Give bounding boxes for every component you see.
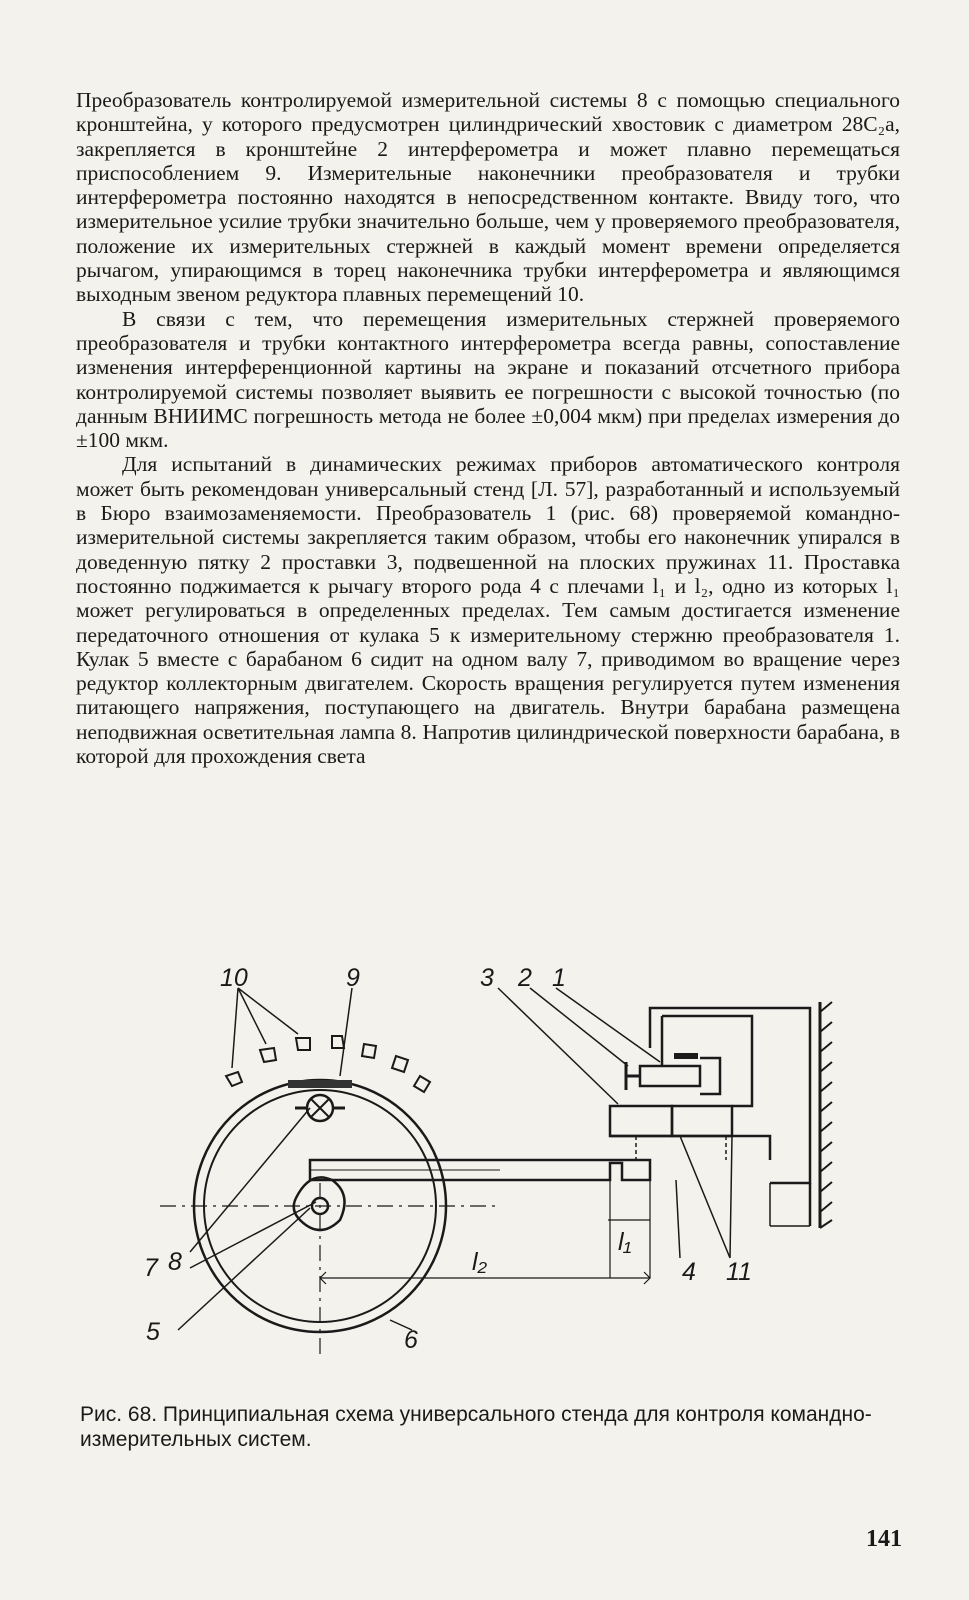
label-1: 1: [552, 964, 566, 992]
figure-68-schematic: [120, 958, 880, 1368]
dimension-l2: l₂: [472, 1248, 488, 1276]
cam: [294, 1177, 345, 1230]
label-5: 5: [146, 1318, 160, 1346]
body-text: [76, 88, 900, 768]
label-2: 2: [518, 964, 532, 992]
transducer: [640, 1066, 700, 1086]
label-11: 11: [726, 1258, 752, 1286]
label-10: 10: [220, 964, 248, 992]
figure-caption: Рис. 68. Принципиальная схема универсального стенда для контроля командно-измерительных систем.: [80, 1403, 872, 1451]
schematic-drawing: [120, 958, 880, 1368]
label-4: 4: [682, 1258, 696, 1286]
label-6: 6: [404, 1326, 418, 1354]
paragraph-1: Преобразователь контролируемой измерительной системы 8 с помощью специального кронштейна, у которого предусмотрен цилиндрический хвостовик с диаметром 28C₂а, закрепляется в кронштейне 2 интерферометра и может плавно перемещаться приспособлением 9. Измерительные наконечники преобразователя и трубки интерферометра постоянно находятся в непосредственном контакте. Ввиду того, что измерительное усилие трубки значительно больше, чем у проверяемого преобразователя, положение их измерительных стержней в каждый момент времени определяется рычагом, упирающимся в торец наконечника трубки интерферометра и являющимся выходным звеном редуктора плавных перемещений 10.: [76, 88, 900, 307]
paragraph-3: Для испытаний в динамических режимах приборов автоматического контроля может быть рекомендован универсальный стенд [Л. 57], разработанный и используемый в Бюро взаимозаменяемости. Преобразователь 1 (рис. 68) проверяемой командно-измерительной системы закрепляется таким образом, чтобы его наконечник упирался в доведенную пятку 2 проставки 3, подвешенной на плоских пружинах 11. Проставка постоянно поджимается к рычагу второго рода 4 с плечами l₁ и l₂, одно из которых l₁ может регулироваться в определенных пределах. Тем самым достигается изменение передаточного отношения от кулака 5 к измерительному стержню преобразователя 1. Кулак 5 вместе с барабаном 6 сидит на одном валу 7, приводимом во вращение через редуктор коллекторным двигателем. Скорость вращения регулируется путем изменения питающего напряжения, поступающего на двигатель. Внутри барабана размещена неподвижная осветительная лампа 8. Напротив цилиндрической поверхности барабана, в которой для прохождения света: [76, 452, 900, 769]
label-7: 7: [144, 1254, 158, 1282]
paragraph-2: В связи с тем, что перемещения измерительных стержней проверяемого преобразователя и трубки контактного интерферометра всегда равны, сопоставление изменения интерференционной картины на экране и показаний отсчетного прибора контролируемой системы позволяет выявить ее погрешности с высокой точностью (по данным ВНИИМС погрешность метода не более ±0,004 мкм) при пределах измерения до ±100 мкм.: [76, 306, 900, 453]
label-8: 8: [168, 1248, 182, 1276]
sensor-housing: [662, 1016, 752, 1106]
page-number: 141: [866, 1526, 902, 1552]
frame: [650, 1008, 810, 1183]
label-9: 9: [346, 964, 360, 992]
spacer-block: [610, 1106, 672, 1136]
dimension-l1: l₁: [618, 1228, 632, 1256]
label-3: 3: [480, 964, 494, 992]
